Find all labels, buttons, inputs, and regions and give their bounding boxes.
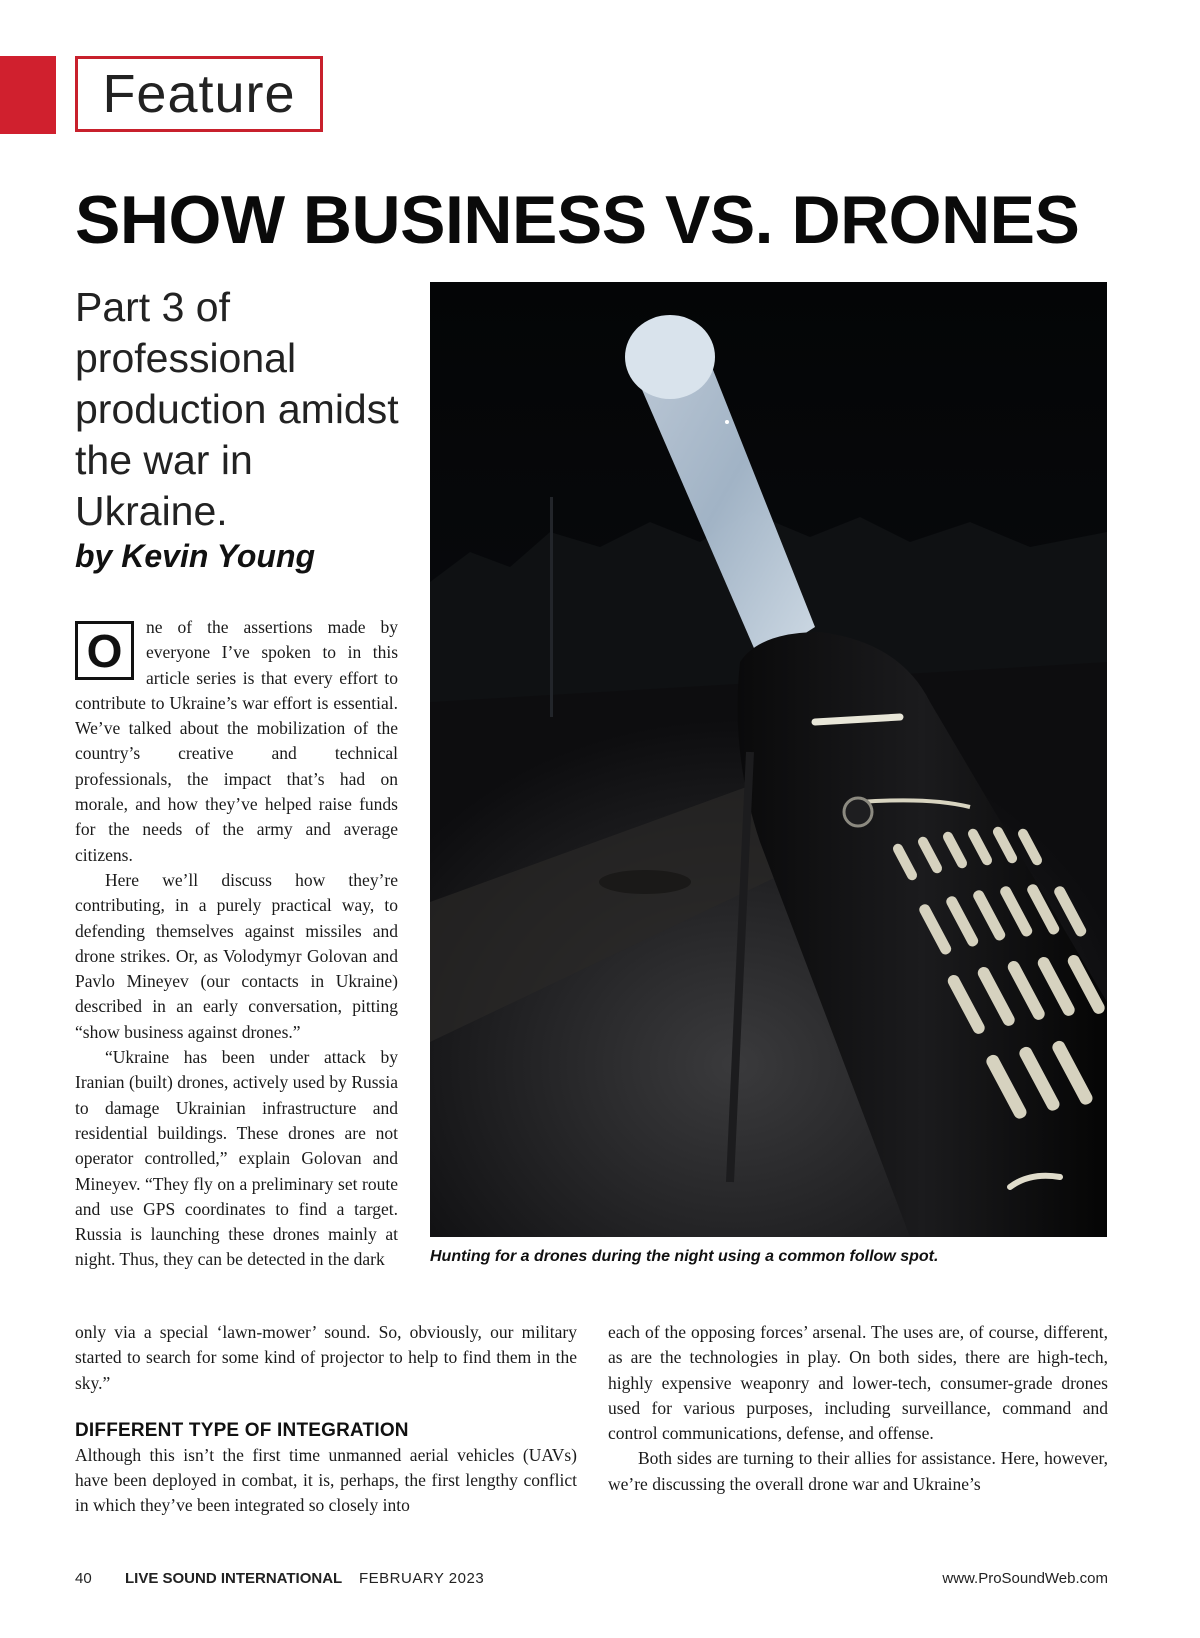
body-column-2 — [608, 1320, 1108, 1497]
section-color-tab — [0, 56, 56, 134]
section-label-box — [75, 56, 323, 132]
paragraph-2: Here we’ll discuss how they’re contributing, in a purely practical way, to defending themselves against missiles and drone strikes. Or, as Volodymyr Golovan and Pavlo Mineyev (our contacts in Ukraine) described in an early conversation, pitting “show business against drones.” — [75, 869, 398, 1042]
article-headline: SHOW BUSINESS VS. DRONES — [75, 182, 1080, 258]
body-column-1-lower — [75, 1320, 577, 1519]
article-deck: Part 3 of professional production amidst the war in Ukraine. — [75, 284, 399, 534]
page-footer — [75, 1570, 1108, 1590]
article-byline: by Kevin Young — [75, 538, 316, 574]
website-link[interactable]: www.ProSoundWeb.com — [942, 1570, 1108, 1587]
section-label: Feature — [102, 64, 296, 124]
section-subhead: DIFFERENT TYPE OF INTEGRATION — [75, 1419, 409, 1441]
paragraph-3-start: “Ukraine has been under attack by Iranian (built) drones, actively used by Russia to damage Ukrainian infrastructure and residential buildings. These drones are not operator controlled,” explain Golovan and Mineyev. “They fly on a preliminary set route and use GPS coordinates to find a target. Russia is launching these drones mainly at night. Thus, they can be detected in the dark — [75, 1047, 398, 1270]
magazine-name: LIVE SOUND INTERNATIONAL — [125, 1570, 343, 1587]
feature-photo — [430, 282, 1107, 1237]
paragraph-5: Both sides are turning to their allies for assistance. Here, however, we’re discussing the overall drone war and Ukraine’s — [608, 1448, 1108, 1494]
drop-cap: O — [75, 621, 134, 680]
paragraph-1-text: ne of the assertions made by everyone I’ve spoken to in this article series is that every effort to contribute to Ukraine’s war effort is essential. We’ve talked about the mobilization of the country’s creative and technical professionals, the impact that’s had on morale, and how they’ve helped raise funds for the needs of the army and average citizens. — [75, 617, 398, 865]
paragraph-3-end: only via a special ‘lawn-mower’ sound. So, obviously, our military started to search for some kind of projector to help to find them in the sky.” — [75, 1322, 577, 1393]
issue-date: FEBRUARY 2023 — [359, 1570, 485, 1587]
paragraph-1 — [75, 615, 398, 868]
paragraph-4-end: each of the opposing forces’ arsenal. The uses are, of course, different, as are the technologies in play. On both sides, there are high-tech, highly expensive weaponry and lower-tech, consumer-grade drones used for various purposes, including surveillance, command and control communications, defense, and offense. — [608, 1322, 1108, 1444]
page-number: 40 — [75, 1570, 92, 1587]
paragraph-4-start: Although this isn’t the first time unmanned aerial vehicles (UAVs) have been deployed in combat, it is, perhaps, the first lengthy conflict in which they’ve been integrated so closely into — [75, 1444, 577, 1516]
follow-spot-night-photo — [430, 282, 1107, 1237]
photo-caption: Hunting for a drones during the night using a common follow spot. — [430, 1248, 939, 1265]
body-column-1-upper — [75, 615, 398, 1273]
